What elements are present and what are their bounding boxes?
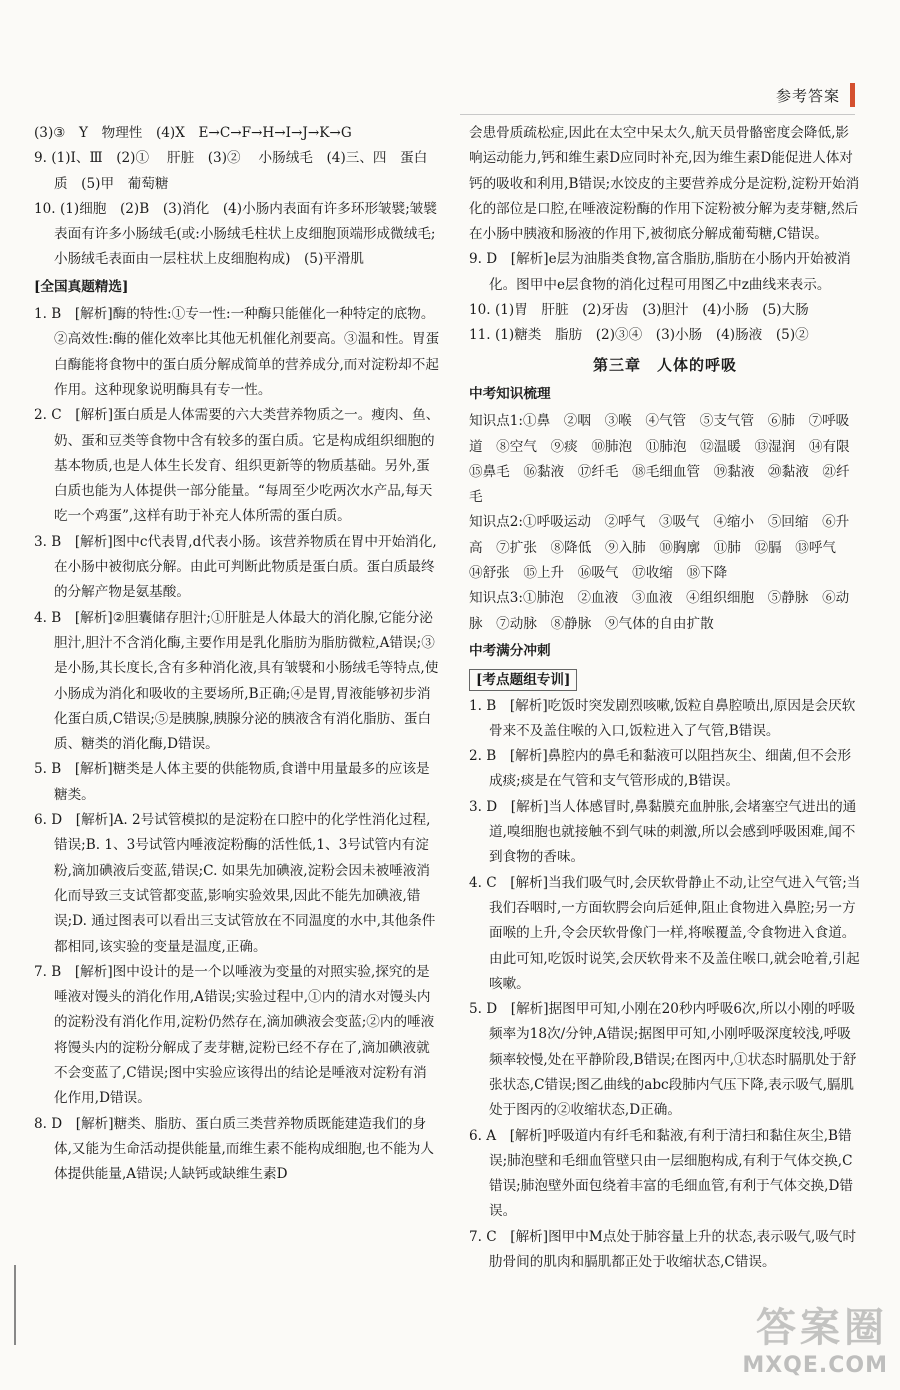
answer-item: 10. (1)胃 肝脏 (2)牙齿 (3)胆汁 (4)小肠 (5)大肠 <box>469 302 809 319</box>
section-heading: [全国真题精选] <box>34 278 129 295</box>
answer-item: 1. B [解析]吃饭时突发剧烈咳嗽,饭粒自鼻腔喷出,原因是会厌软骨来不及盖住喉的入口,饭粒进入了气管,B错误。 <box>469 697 856 739</box>
knowledge-point: 知识点2:①呼吸运动 ②呼气 ③吸气 ④缩小 ⑤回缩 ⑥升高 ⑦扩张 ⑧降低 ⑨入肺 ⑩胸廓 ⑪肺 ⑫膈 ⑬呼气 ⑭舒张 ⑮上升 ⑯吸气 ⑰收缩 ⑱下降 <box>469 514 850 582</box>
subsection-box-heading: [考点题组专训] <box>469 669 577 691</box>
watermark-logo: 答案圈 <box>756 1305 888 1351</box>
knowledge-point: 知识点1:①鼻 ②咽 ③喉 ④气管 ⑤支气管 ⑥肺 ⑦呼吸道 ⑧空气 ⑨痰 ⑩肺泡 ⑪肺泡 ⑫温暖 ⑬湿润 ⑭有限 ⑮鼻毛 ⑯黏液 ⑰纤毛 ⑱毛细血管 ⑲黏液 ⑳黏液 ㉑纤毛 <box>469 413 864 506</box>
answer-continuation: 会患骨质疏松症,因此在太空中呆太久,航天员骨骼密度会降低,影响运动能力,钙和维生素D应同时补充,因为维生素D能促进人体对钙的吸收和利用,B错误;水饺皮的主要营养成分是淀粉,淀粉开始消化的部位是口腔,在唾液淀粉酶的作用下淀粉被分解为麦芽糖,然后在小肠中胰液和肠液的作用下,被彻底分解成葡萄糖,C错误。 <box>469 125 860 243</box>
header-divider <box>460 114 855 115</box>
header-accent-bar <box>850 83 855 107</box>
answer-item: 1. B [解析]酶的特性:①专一性:一种酶只能催化一种特定的底物。②高效性:酶的催化效率比其他无机催化剂要高。③温和性。胃蛋白酶能将食物中的蛋白质分解成简单的营养成分,而对淀粉却不起作用。这种现象说明酶具有专一性。 <box>34 306 440 398</box>
answer-line: (3)③ Y 物理性 (4)X E→C→F→H→I→J→K→G <box>34 125 352 141</box>
section-heading: 中考知识梳理 <box>469 385 551 402</box>
header-title: 参考答案 <box>775 86 840 105</box>
answer-item: 6. A [解析]呼吸道内有纤毛和黏液,有利于清扫和黏住灰尘,B错误;肺泡壁和毛细血管壁只由一层细胞构成,有利于气体交换,C错误;肺泡壁外面包绕着丰富的毛细血管,有利于气体交换,D错误。 <box>469 1127 853 1220</box>
answer-item: 5. D [解析]据图甲可知,小刚在20秒内呼吸6次,所以小刚的呼吸频率为18次/分钟,A错误;据图甲可知,小刚呼吸深度较浅,呼吸频率较慢,处在平静阶段,B错误;在图丙中,①状态时膈肌处于舒张状态,C错误;图乙曲线的abc段肺内气压下降,表示吸气,膈肌处于图丙的②收缩状态,D正确。 <box>469 1001 857 1119</box>
margin-rule <box>14 1265 16 1345</box>
answer-item: 3. B [解析]图中c代表胃,d代表小肠。该营养物质在胃中开始消化,在小肠中被彻底分解。由此可判断此物质是蛋白质。蛋白质最终的分解产物是氨基酸。 <box>34 533 437 601</box>
answer-item: 8. D [解析]糖类、脂肪、蛋白质三类营养物质既能建造我们的身体,又能为生命活动提供能量,而维生素不能构成细胞,也不能为人体提供能量,A错误;人缺钙或缺维生素D <box>34 1115 434 1183</box>
watermark-url: MXQE.COM <box>742 1353 888 1378</box>
answer-item: 10. (1)细胞 (2)B (3)消化 (4)小肠内表面有许多环形皱襞;皱襞表面有许多小肠绒毛(或:小肠绒毛柱状上皮细胞顶端形成微绒毛;小肠绒毛表面由一层柱状上皮细胞构成) (5)平滑肌 <box>34 200 437 268</box>
right-column <box>469 121 864 1275</box>
left-column <box>34 121 440 1187</box>
answer-item: 4. C [解析]当我们吸气时,会厌软骨静止不动,让空气进入气管;当我们吞咽时,一方面软腭会向后延伸,阻止食物进入鼻腔;另一方面喉的上升,令会厌软骨像门一样,将喉覆盖,令食物进入食道。由此可知,吃饭时说笑,会厌软骨来不及盖住喉口,就会呛着,引起咳嗽。 <box>469 874 861 992</box>
answer-item: 2. B [解析]鼻腔内的鼻毛和黏液可以阻挡灰尘、细菌,但不会形成痰;痰是在气管和支气管形成的,B错误。 <box>469 748 852 790</box>
answer-item: 5. B [解析]糖类是人体主要的供能物质,食谱中用量最多的应该是糖类。 <box>34 761 430 803</box>
answer-item: 3. D [解析]当人体感冒时,鼻黏膜充血肿胀,会堵塞空气进出的通道,嗅细胞也就接触不到气味的刺激,所以会感到呼吸困难,闻不到食物的香味。 <box>469 798 857 866</box>
watermark <box>742 1296 888 1378</box>
answer-item: 7. C [解析]图甲中M点处于肺容量上升的状态,表示吸气,吸气时肋骨间的肌肉和膈肌都正处于收缩状态,C错误。 <box>469 1228 857 1271</box>
chapter-title: 第三章 人体的呼吸 <box>592 355 737 374</box>
answer-item: 9. (1)Ⅰ、Ⅲ (2)① 肝脏 (3)② 小肠绒毛 (4)三、四 蛋白质 (5)甲 葡萄糖 <box>34 150 428 192</box>
answer-item: 4. B [解析]②胆囊储存胆汁;①肝脏是人体最大的消化腺,它能分泌胆汁,胆汁不含消化酶,主要作用是乳化脂肪为脂肪微粒,A错误;③是小肠,其长度长,含有多种消化液,具有皱襞和小肠绒毛等特点,使小肠成为消化和吸收的主要场所,B正确;④是胃,胃液能够初步消化蛋白质,C错误;⑤是胰腺,胰腺分泌的胰液含有消化脂肪、蛋白质、糖类的消化酶,D错误。 <box>34 609 439 753</box>
section-heading: 中考满分冲刺 <box>469 642 551 659</box>
answer-item: 7. B [解析]图中设计的是一个以唾液为变量的对照实验,探究的是唾液对馒头的消化作用,A错误;实验过程中,①内的清水对馒头内的淀粉没有消化作用,淀粉仍然存在,滴加碘液会变蓝;②内的唾液将馒头内的淀粉分解成了麦芽糖,淀粉已经不存在了,滴加碘液就不会变蓝了,C错误;图中实验应该得出的结论是唾液对淀粉有消化作用,D错误。 <box>34 963 435 1107</box>
answer-item: 9. D [解析]e层为油脂类食物,富含脂肪,脂肪在小肠内开始被消化。图甲中e层食物的消化过程可用图乙中z曲线来表示。 <box>469 251 851 293</box>
page-header <box>776 80 855 110</box>
answer-item: 6. D [解析]A. 2号试管模拟的是淀粉在口腔中的化学性消化过程,错误;B. 1、3号试管内唾液淀粉酶的活性低,1、3号试管内有淀粉,滴加碘液后变蓝,错误;C. 如果先加碘液,淀粉会因未被唾液消化而导致三支试管都变蓝,影响实验效果,因此不能先加碘液,错误;D. 通过图表可以看出三支试管放在不同温度的水中,其他条件都相同,该实验的变量是温度,正确。 <box>34 812 436 955</box>
answer-item: 11. (1)糖类 脂肪 (2)③④ (3)小肠 (4)肠液 (5)② <box>469 327 809 344</box>
knowledge-point: 知识点3:①肺泡 ②血液 ③血液 ④组织细胞 ⑤静脉 ⑥动脉 ⑦动脉 ⑧静脉 ⑨气体的自由扩散 <box>469 590 850 632</box>
answer-item: 2. C [解析]蛋白质是人体需要的六大类营养物质之一。瘦肉、鱼、奶、蛋和豆类等食物中含有较多的蛋白质。它是构成组织细胞的基本物质,也是人体生长发育、组织更新等的物质基础。另外,蛋白质也能为人体提供一部分能量。“每周至少吃两次水产品,每天吃一个鸡蛋”,这样有助于补充人体所需的蛋白质。 <box>34 407 440 525</box>
